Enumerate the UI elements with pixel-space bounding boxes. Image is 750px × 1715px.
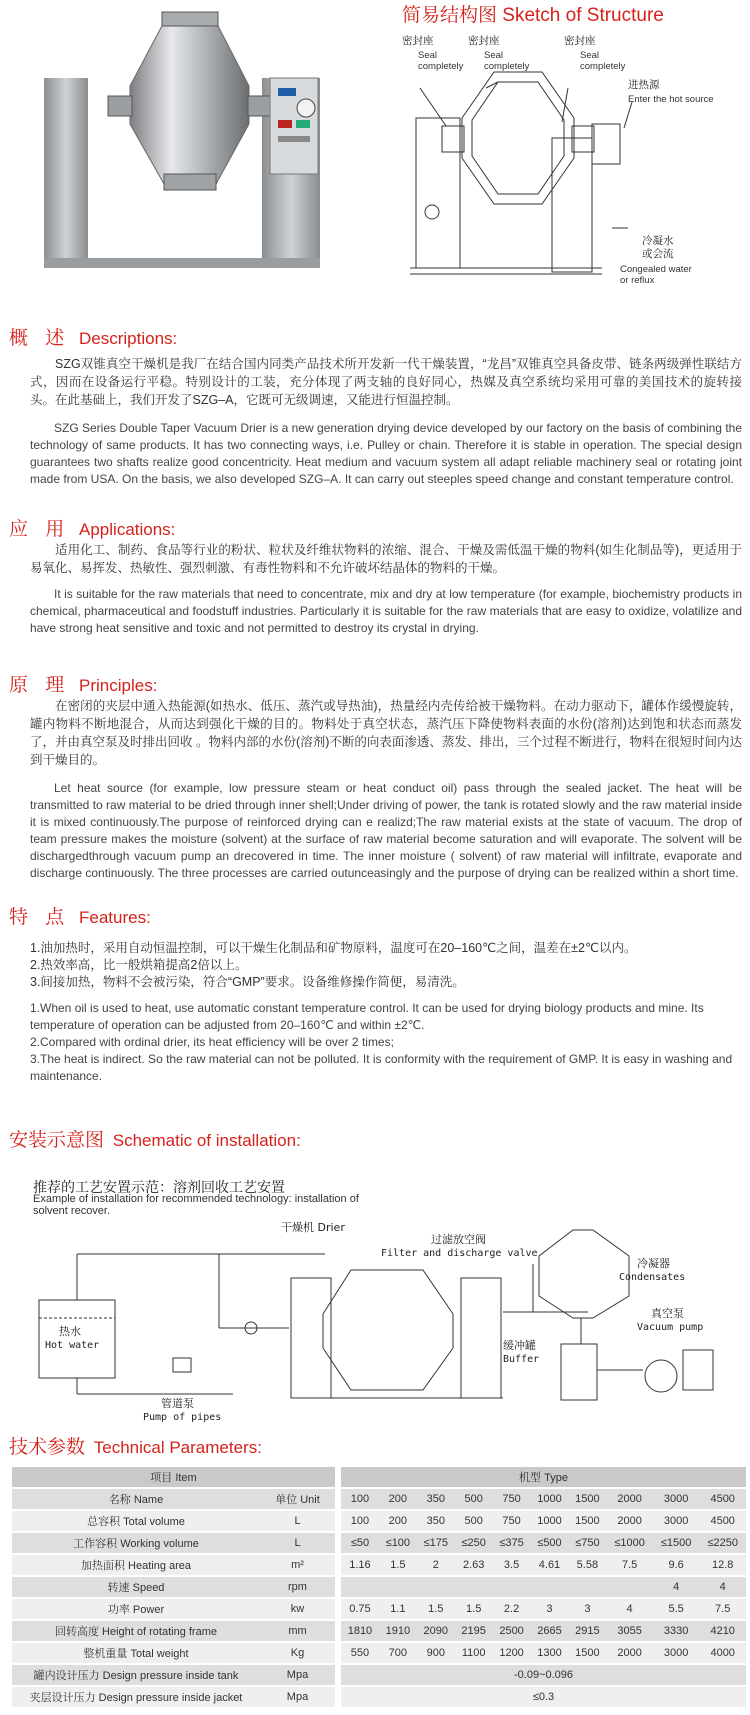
cell: 7.5 xyxy=(699,1599,746,1619)
cell: 7.5 xyxy=(606,1555,653,1575)
condensate-cn-1: 冷凝水 xyxy=(642,235,674,247)
cell: 4000 xyxy=(699,1643,746,1663)
descriptions-heading xyxy=(9,323,177,350)
type-header: 机型 Type xyxy=(341,1467,746,1487)
label-condenser-cn: 冷凝器 xyxy=(637,1257,670,1270)
principles-heading-cn: 原 理 xyxy=(9,675,71,696)
table-header-row xyxy=(12,1467,746,1487)
seal-label-3-en-b: completely xyxy=(580,61,626,72)
descriptions-heading-cn: 概 述 xyxy=(9,328,71,349)
seal-label-3-cn: 密封座 xyxy=(564,35,596,47)
cell: 3330 xyxy=(653,1621,700,1641)
principles-en xyxy=(30,780,742,882)
table-row xyxy=(12,1599,746,1619)
seal-label-1-en-b: completely xyxy=(418,61,464,72)
cell: 2000 xyxy=(606,1511,653,1531)
applications-en-text: It is suitable for the raw materials that need to concentrate, mix and dry at low temperature (for example, biochemistry products in chemical, pharmaceutical and foodstuff industries. Particularly it is suitable for the raw materials that are easy to oxidize, volatilize and have strong heat sensitive and toxic and not permitted to destroy its crystal in drying. xyxy=(30,587,742,635)
cell: 4.61 xyxy=(531,1555,569,1575)
applications-cn xyxy=(30,541,742,577)
applications-en xyxy=(30,586,742,637)
cell: 2.2 xyxy=(493,1599,531,1619)
label-vacuum-cn: 真空泵 xyxy=(651,1307,684,1320)
seal-label-2-en-a: Seal xyxy=(484,50,504,61)
condensate-en-2: or reflux xyxy=(620,275,655,286)
cell: 550 xyxy=(341,1643,379,1663)
cell: ≤2250 xyxy=(699,1533,746,1553)
row-unit: rpm xyxy=(260,1577,335,1597)
row-name: 转速 Speed xyxy=(12,1577,260,1597)
seal-label-1-cn: 密封座 xyxy=(402,35,434,47)
cell: ≤500 xyxy=(531,1533,569,1553)
label-buffer-cn: 缓冲罐 xyxy=(503,1339,536,1352)
descriptions-en xyxy=(30,420,742,488)
cell: 1100 xyxy=(455,1643,493,1663)
row-name: 总容积 Total volume xyxy=(12,1511,260,1531)
descriptions-heading-en: Descriptions: xyxy=(79,329,178,348)
applications-heading-cn: 应 用 xyxy=(9,519,71,540)
principles-en-text: Let heat source (for example, low pressure steam or heat conduct oil) pass through the sealed jacket. The heat will be transmitted to raw material to be dried through inner shell;Under driving of power, the tank is rotated slowly and the raw material inside it is mixed continuously.The purpose of reinforced drying can e realizd;The raw material exists at the state of vacuum. The drop of team pressure makes the moisture (solvent) at the surface of raw material become saturation and will evaporate. The solvent will be dischargedthrough vacuum pump an drecovered in time. The inner moisture ( solvent) of raw material will infiltrate, evaporate and discharge continuously. The three processes are carried outunceasingly and the purpose of drying can be realized within a short time. xyxy=(30,781,742,880)
row-unit: L xyxy=(260,1533,335,1553)
cell: 1.5 xyxy=(455,1599,493,1619)
row-unit: m² xyxy=(260,1555,335,1575)
label-buffer-en: Buffer xyxy=(503,1354,540,1365)
table-row xyxy=(12,1555,746,1575)
structure-sketch xyxy=(402,28,748,298)
features-cn-item: 1.油加热时，采用自动恒温控制，可以干燥生化制品和矿物原料，温度可在20–160℃之间，温差在±2℃以内。 xyxy=(30,941,637,955)
cell: 4 xyxy=(699,1577,746,1597)
features-en-item: 2.Compared with ordinal drier, its heat efficiency will be over 2 times; xyxy=(30,1035,394,1049)
cell: 2000 xyxy=(606,1489,653,1509)
row-unit: Mpa xyxy=(260,1665,335,1685)
row-unit: 单位 Unit xyxy=(260,1489,335,1509)
row-unit: L xyxy=(260,1511,335,1531)
tech-heading-en: Technical Parameters: xyxy=(93,1438,262,1457)
row-unit: kw xyxy=(260,1599,335,1619)
cell: 4500 xyxy=(699,1511,746,1531)
row-unit: mm xyxy=(260,1621,335,1641)
label-hotwater-en: Hot water xyxy=(45,1340,100,1351)
cell: 2195 xyxy=(455,1621,493,1641)
cell: 1.1 xyxy=(379,1599,417,1619)
installation-heading xyxy=(9,1125,301,1152)
cell xyxy=(568,1577,606,1597)
cell: ≤100 xyxy=(379,1533,417,1553)
features-heading xyxy=(9,902,151,929)
cell: ≤1500 xyxy=(653,1533,700,1553)
cell: 4210 xyxy=(699,1621,746,1641)
cell: 3000 xyxy=(653,1643,700,1663)
cell: 5.58 xyxy=(568,1555,606,1575)
cell: 1810 xyxy=(341,1621,379,1641)
tech-heading-cn: 技术参数 xyxy=(9,1437,86,1458)
cell: ≤175 xyxy=(417,1533,455,1553)
cell xyxy=(455,1577,493,1597)
cell: 1000 xyxy=(531,1511,569,1531)
cell: 4 xyxy=(606,1599,653,1619)
cell: 200 xyxy=(379,1489,417,1509)
label-pump-cn: 管道泵 xyxy=(161,1397,194,1410)
condensate-cn-2: 或会流 xyxy=(642,248,674,260)
cell: 5.5 xyxy=(653,1599,700,1619)
cell: 2500 xyxy=(493,1621,531,1641)
cell: ≤750 xyxy=(568,1533,606,1553)
row-name: 名称 Name xyxy=(12,1489,260,1509)
cell: 1300 xyxy=(531,1643,569,1663)
label-pump-en: Pump of pipes xyxy=(143,1412,222,1423)
cell: 1500 xyxy=(568,1643,606,1663)
cell: 2665 xyxy=(531,1621,569,1641)
table-row xyxy=(12,1621,746,1641)
cell: 3 xyxy=(568,1599,606,1619)
installation-diagram xyxy=(33,1222,743,1426)
row-name: 整机重量 Total weight xyxy=(12,1643,260,1663)
seal-label-1-en-a: Seal xyxy=(418,50,438,61)
descriptions-cn xyxy=(30,355,742,409)
cell: 4500 xyxy=(699,1489,746,1509)
table-row xyxy=(12,1533,746,1553)
label-drier: 干燥机 Drier xyxy=(281,1221,345,1234)
features-cn-item: 3.间接加热，物料不会被污染，符合“GMP”要求。设备维修操作简便，易清洗。 xyxy=(30,975,465,989)
principles-heading xyxy=(9,670,157,697)
label-filter-en: Filter and discharge valve xyxy=(381,1248,538,1259)
tech-table xyxy=(12,1465,746,1709)
cell: ≤250 xyxy=(455,1533,493,1553)
table-row xyxy=(12,1687,746,1707)
row-name: 功率 Power xyxy=(12,1599,260,1619)
cell: 0.75 xyxy=(341,1599,379,1619)
product-photo xyxy=(44,8,344,280)
cell: 1500 xyxy=(568,1511,606,1531)
table-row xyxy=(12,1665,746,1685)
cell xyxy=(493,1577,531,1597)
table-row xyxy=(12,1643,746,1663)
table-row xyxy=(12,1511,746,1531)
cell: 100 xyxy=(341,1489,379,1509)
cell: 2.63 xyxy=(455,1555,493,1575)
row-name: 加热面积 Heating area xyxy=(12,1555,260,1575)
cell: 1.16 xyxy=(341,1555,379,1575)
installation-heading-en: Schematic of installation: xyxy=(112,1131,301,1150)
cell xyxy=(531,1577,569,1597)
features-cn-item: 2.热效率高，比一般烘箱提高2倍以上。 xyxy=(30,958,248,972)
label-hotwater-cn: 热水 xyxy=(59,1325,81,1338)
cell: 500 xyxy=(455,1511,493,1531)
cell: 200 xyxy=(379,1511,417,1531)
cell: ≤1000 xyxy=(606,1533,653,1553)
cell: 1000 xyxy=(531,1489,569,1509)
cell: 3 xyxy=(531,1599,569,1619)
label-vacuum-en: Vacuum pump xyxy=(637,1322,704,1333)
label-condenser-en: Condensates xyxy=(619,1272,686,1283)
cell: 3000 xyxy=(653,1489,700,1509)
features-heading-cn: 特 点 xyxy=(9,907,71,928)
cell: ≤375 xyxy=(493,1533,531,1553)
row-unit: Mpa xyxy=(260,1687,335,1707)
cell: ≤50 xyxy=(341,1533,379,1553)
installation-heading-cn: 安装示意图 xyxy=(9,1130,105,1151)
cell: 3055 xyxy=(606,1621,653,1641)
heat-source-cn: 进热源 xyxy=(628,79,660,91)
principles-heading-en: Principles: xyxy=(79,676,158,695)
features-heading-en: Features: xyxy=(79,908,151,927)
applications-heading-en: Applications: xyxy=(79,520,176,539)
descriptions-en-text: SZG Series Double Taper Vacuum Drier is a new generation drying device developed by our factory on the basis of combining the technology of same products. It has two connecting ways, i.e. Pulley or chain. Therefore it is stable in operation. The special design guarantees two shafts realize good concentricity. Heat medium and vacuum system all adapt reliable machinery seal or rotating joint made from USA. On the basis, we also developed SZG–A. It can carry out steeples speed change and constant temperature control. xyxy=(30,421,742,486)
features-cn-list xyxy=(30,940,742,991)
row-name: 夹层设计压力 Design pressure inside jacket xyxy=(12,1687,260,1707)
cell: 1500 xyxy=(568,1489,606,1509)
item-header: 项目 Item xyxy=(12,1467,335,1487)
tech-heading xyxy=(9,1432,262,1459)
table-row xyxy=(12,1489,746,1509)
seal-label-2-en-b: completely xyxy=(484,61,530,72)
table-row xyxy=(12,1577,746,1597)
label-filter-cn: 过滤放空阀 xyxy=(431,1233,486,1246)
cell: 1.5 xyxy=(379,1555,417,1575)
cell: 900 xyxy=(417,1643,455,1663)
seal-label-2-cn: 密封座 xyxy=(468,35,500,47)
cell: 1.5 xyxy=(417,1599,455,1619)
row-name: 回转高度 Height of rotating frame xyxy=(12,1621,260,1641)
cell: -0.09~0.096 xyxy=(341,1665,746,1685)
applications-heading xyxy=(9,514,175,541)
installation-sub-en: Example of installation for recommended technology: installation of solvent recover. xyxy=(33,1193,359,1217)
cell: 4 xyxy=(653,1577,700,1597)
cell: 500 xyxy=(455,1489,493,1509)
features-en-item: 1.When oil is used to heat, use automatic constant temperature control. It can be used for drying biology products and mine. Its temperature of operation can be adjusted from 20–160℃ and within ±2℃. xyxy=(30,1001,704,1032)
sketch-title: 简易结构图 Sketch of Structure xyxy=(402,5,664,26)
cell xyxy=(341,1577,379,1597)
principles-cn xyxy=(30,697,742,769)
cell xyxy=(379,1577,417,1597)
row-unit: Kg xyxy=(260,1643,335,1663)
condensate-en-1: Congealed water xyxy=(620,264,692,275)
cell: 2000 xyxy=(606,1643,653,1663)
cell: ≤0.3 xyxy=(341,1687,746,1707)
features-en-list xyxy=(30,1000,742,1085)
cell: 12.8 xyxy=(699,1555,746,1575)
cell: 2090 xyxy=(417,1621,455,1641)
cell: 750 xyxy=(493,1489,531,1509)
cell: 700 xyxy=(379,1643,417,1663)
row-name: 工作容积 Working volume xyxy=(12,1533,260,1553)
cell: 750 xyxy=(493,1511,531,1531)
cell: 2915 xyxy=(568,1621,606,1641)
cell: 100 xyxy=(341,1511,379,1531)
cell: 350 xyxy=(417,1489,455,1509)
cell: 3.5 xyxy=(493,1555,531,1575)
row-name: 罐内设计压力 Design pressure inside tank xyxy=(12,1665,260,1685)
features-en-item: 3.The heat is indirect. So the raw material can not be polluted. It is conformity with the requirement of GMP. It is easy in washing and maintenance. xyxy=(30,1052,733,1083)
installation-sub-cn: 推荐的工艺安置示范：溶剂回收工艺安置 xyxy=(33,1179,285,1195)
cell xyxy=(417,1577,455,1597)
cell: 9.6 xyxy=(653,1555,700,1575)
cell: 1910 xyxy=(379,1621,417,1641)
descriptions-cn-text: SZG双锥真空干燥机是我厂在结合国内同类产品技术所开发新一代干燥装置，“龙昌”双锥真空具备皮带、链条两级弹性联结方式，因而在设备运行平稳。特别设计的工装，充分体现了两支轴的良好同心，热媒及真空系统均采用可靠的美国技术的旋转接头。在此基础上，我们开发了SZG–A，它既可无级调速，又能进行恒温控制。 xyxy=(30,357,742,407)
cell xyxy=(606,1577,653,1597)
cell: 3000 xyxy=(653,1511,700,1531)
cell: 1200 xyxy=(493,1643,531,1663)
cell: 2 xyxy=(417,1555,455,1575)
applications-cn-text: 适用化工、制药、食品等行业的粉状、粒状及纤维状物料的浓缩、混合、干燥及需低温干燥的物料(如生化制品等)，更适用于易氧化、易挥发、热敏性、强烈刺激、有毒性物料和不允许破坏结晶体的物料的干燥。 xyxy=(30,543,742,575)
seal-label-3-en-a: Seal xyxy=(580,50,600,61)
cell: 350 xyxy=(417,1511,455,1531)
heat-source-en: Enter the hot source xyxy=(628,94,714,105)
principles-cn-text: 在密闭的夹层中通入热能源(如热水、低压、蒸汽或导热油)，热量经内壳传给被干燥物料。在动力驱动下，罐体作缓慢旋转，罐内物料不断地混合，从而达到强化干燥的目的。物料处于真空状态，蒸汽压下降使物料表面的水份(溶剂)达到饱和状态而蒸发了，并由真空泵及时排出回收 。物料内部的水份(溶剂)不断的向表面渗透、蒸发、排出，三个过程不断进行，物料在很短时间内达到干燥目的。 xyxy=(30,699,742,767)
